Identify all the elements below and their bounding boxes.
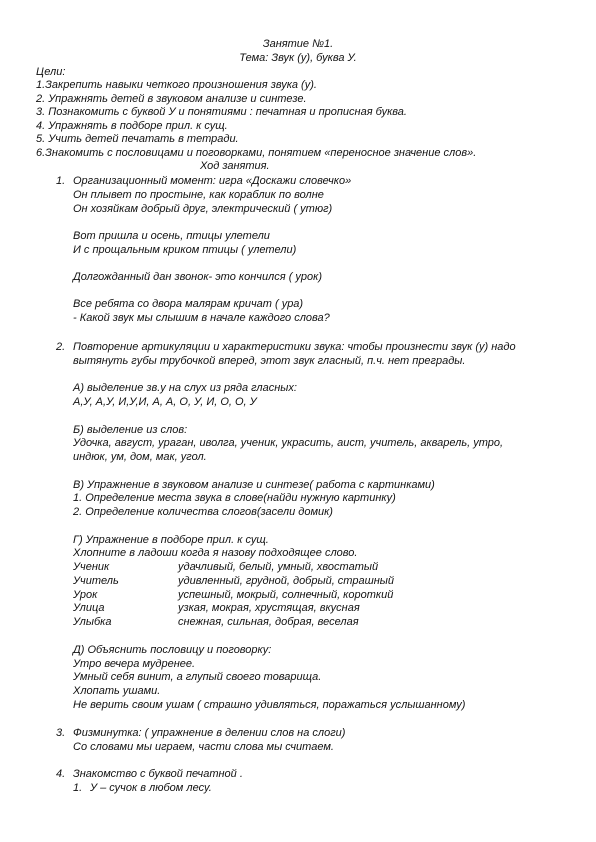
section-intro: вытянуть губы трубочкой вперед, этот звук гласный, п.ч. нет преграды. <box>73 355 466 367</box>
exercise-title: Г) Упражнение в подборе прил. к сущ. <box>73 534 269 546</box>
proverb-line: Хлопать ушами. <box>73 685 161 697</box>
adjectives-cell: узкая, мокрая, хрустящая, вкусная <box>178 602 360 614</box>
goals-heading: Цели: <box>36 66 66 78</box>
lesson-title: Занятие №1. <box>262 38 334 50</box>
adjectives-cell: успешный, мокрый, солнечный, короткий <box>178 589 394 601</box>
goal-item: 4. Упражнять в подборе прил. к сущ. <box>36 120 228 132</box>
section-number: 4. <box>56 768 66 780</box>
riddle-line: Он плывет по простыне, как кораблик по волне <box>73 189 324 201</box>
adjectives-cell: снежная, сильная, добрая, веселая <box>178 616 359 628</box>
subitem-number: 1. <box>73 782 83 794</box>
section-title: Знакомство с буквой печатной . <box>73 768 243 780</box>
riddle-line: Все ребята со двора малярам кричат ( ура) <box>73 298 304 310</box>
proverb-line: Утро вечера мудренее. <box>73 658 196 670</box>
exercise-title: Б) выделение из слов: <box>73 424 188 436</box>
exercise-title: В) Упражнение в звуковом анализе и синтезе( работа с картинками) <box>73 479 435 491</box>
noun-cell: Улыбка <box>73 616 112 628</box>
rhyme-line: У – сучок в любом лесу. <box>90 782 212 794</box>
section-title: Физминутка: ( упражнение в делении слов на слоги) <box>73 727 346 739</box>
word-list: Удочка, август, ураган, иволга, ученик, украсить, аист, учитель, акварель, утро, <box>73 437 504 449</box>
goal-item: 1.Закрепить навыки четкого произношения звука (у). <box>36 79 317 91</box>
section-number: 2. <box>56 341 66 353</box>
word-list: индюк, ум, дом, мак, угол. <box>73 451 207 463</box>
noun-cell: Урок <box>73 589 98 601</box>
course-heading: Ход занятия. <box>200 160 270 172</box>
lesson-topic: Тема: Звук (у), буква У. <box>239 52 357 64</box>
exercise-title: Д) Объяснить пословицу и поговорку: <box>73 644 272 656</box>
adjectives-cell: удачливый, белый, умный, хвостатый <box>178 561 379 573</box>
goal-item: 6.Знакомить с пословицами и поговорками, понятием «переносное значение слов». <box>36 147 477 159</box>
proverb-line: Умный себя винит, а глупый своего товарища. <box>73 671 322 683</box>
riddle-line: Вот пришла и осень, птицы улетели <box>73 230 270 242</box>
goal-item: 5. Учить детей печатать в тетради. <box>36 133 239 145</box>
section-number: 1. <box>56 175 66 187</box>
exercise-title: А) выделение зв.у на слух из ряда гласных: <box>73 382 297 394</box>
goal-item: 2. Упражнять детей в звуковом анализе и синтезе. <box>36 93 307 105</box>
exercise-step: 2. Определение количества слогов(засели домик) <box>73 506 333 518</box>
exercise-instruction: Хлопните в ладоши когда я назову подходящее слово. <box>73 547 358 559</box>
noun-cell: Учитель <box>73 575 119 587</box>
riddle-line: Он хозяйкам добрый друг, электрический ( утюг) <box>73 203 333 215</box>
chant-line: Со словами мы играем, части слова мы считаем. <box>73 741 334 753</box>
section-number: 3. <box>56 727 66 739</box>
riddle-line: И с прощальным криком птицы ( улетели) <box>73 244 297 256</box>
section-title: Организационный момент: игра «Доскажи словечко» <box>73 175 352 187</box>
proverb-line: Не верить своим ушам ( страшно удивляться, поражаться услышанному) <box>73 699 466 711</box>
noun-cell: Ученик <box>73 561 110 573</box>
exercise-step: 1. Определение места звука в слове(найди нужную картинку) <box>73 492 396 504</box>
goal-item: 3. Познакомить с буквой У и понятиями : печатная и прописная буква. <box>36 106 407 118</box>
noun-cell: Улица <box>73 602 105 614</box>
adjectives-cell: удивленный, грудной, добрый, страшный <box>178 575 394 587</box>
section-intro: Повторение артикуляции и характеристики звука: чтобы произнести звук (у) надо <box>73 341 516 353</box>
riddle-line: Долгожданный дан звонок- это кончился ( урок) <box>73 271 323 283</box>
vowel-row: А,У, А,У, И,У,И, А, А, О, У, И, О, О, У <box>73 396 257 408</box>
question-line: - Какой звук мы слышим в начале каждого слова? <box>73 312 330 324</box>
